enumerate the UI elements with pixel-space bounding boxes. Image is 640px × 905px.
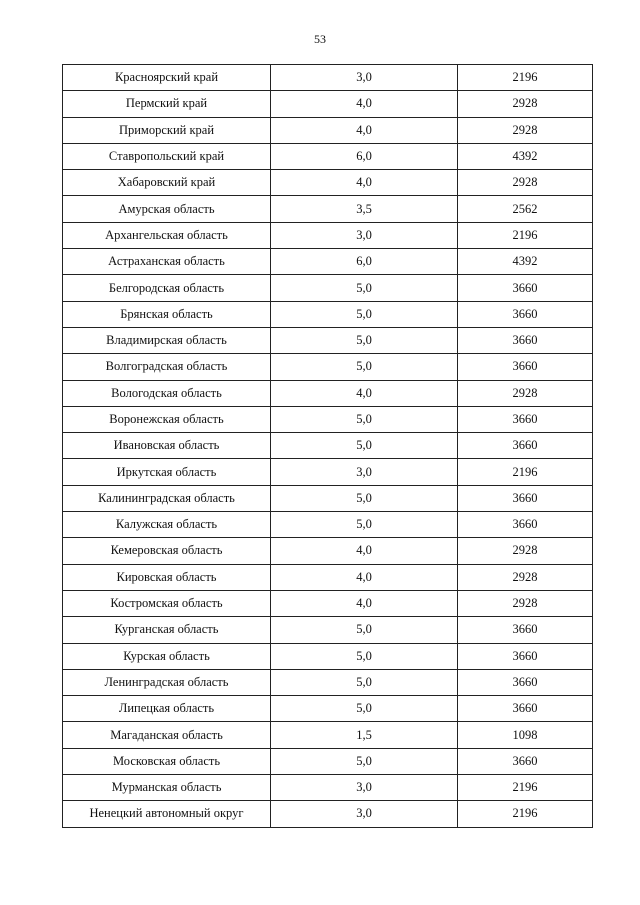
amount-cell: 2196 (458, 222, 593, 248)
region-cell: Ленинградская область (63, 669, 271, 695)
amount-cell: 3660 (458, 617, 593, 643)
amount-cell: 2928 (458, 380, 593, 406)
table-row (63, 617, 593, 643)
rate-cell: 3,0 (271, 222, 458, 248)
page-number: 53 (314, 32, 326, 46)
table-row (63, 222, 593, 248)
table-row (63, 801, 593, 827)
amount-cell: 3660 (458, 748, 593, 774)
region-cell: Курганская область (63, 617, 271, 643)
amount-cell: 2562 (458, 196, 593, 222)
rate-cell: 5,0 (271, 748, 458, 774)
region-cell: Ставропольский край (63, 143, 271, 169)
rate-cell: 5,0 (271, 354, 458, 380)
table-row (63, 748, 593, 774)
table-row (63, 722, 593, 748)
table-row (63, 143, 593, 169)
region-cell: Магаданская область (63, 722, 271, 748)
amount-cell: 3660 (458, 327, 593, 353)
region-cell: Кировская область (63, 564, 271, 590)
region-cell: Пермский край (63, 91, 271, 117)
region-cell: Владимирская область (63, 327, 271, 353)
region-cell: Костромская область (63, 590, 271, 616)
region-cell: Московская область (63, 748, 271, 774)
amount-cell: 3660 (458, 669, 593, 695)
rate-cell: 4,0 (271, 380, 458, 406)
amount-cell: 2928 (458, 590, 593, 616)
table-row (63, 669, 593, 695)
table-row (63, 538, 593, 564)
amount-cell: 3660 (458, 512, 593, 538)
rate-cell: 5,0 (271, 617, 458, 643)
table-row (63, 170, 593, 196)
table-row (63, 590, 593, 616)
rate-cell: 4,0 (271, 564, 458, 590)
table-row (63, 775, 593, 801)
rate-cell: 5,0 (271, 669, 458, 695)
table-row (63, 327, 593, 353)
amount-cell: 2196 (458, 65, 593, 91)
table-row (63, 485, 593, 511)
rate-cell: 5,0 (271, 406, 458, 432)
table-row (63, 249, 593, 275)
table-row (63, 275, 593, 301)
table-row (63, 301, 593, 327)
table-row (63, 433, 593, 459)
amount-cell: 2928 (458, 91, 593, 117)
table-row (63, 91, 593, 117)
rate-cell: 5,0 (271, 433, 458, 459)
table-row (63, 643, 593, 669)
table-row (63, 459, 593, 485)
rate-cell: 5,0 (271, 301, 458, 327)
amount-cell: 3660 (458, 696, 593, 722)
region-cell: Ивановская область (63, 433, 271, 459)
table-body (63, 65, 593, 828)
table-row (63, 354, 593, 380)
region-cell: Хабаровский край (63, 170, 271, 196)
amount-cell: 2928 (458, 117, 593, 143)
amount-cell: 3660 (458, 354, 593, 380)
region-cell: Красноярский край (63, 65, 271, 91)
table-row (63, 380, 593, 406)
amount-cell: 4392 (458, 249, 593, 275)
table-row (63, 512, 593, 538)
amount-cell: 3660 (458, 275, 593, 301)
amount-cell: 3660 (458, 643, 593, 669)
region-cell: Белгородская область (63, 275, 271, 301)
rate-cell: 4,0 (271, 538, 458, 564)
rate-cell: 5,0 (271, 275, 458, 301)
region-cell: Амурская область (63, 196, 271, 222)
rate-cell: 4,0 (271, 170, 458, 196)
amount-cell: 2928 (458, 564, 593, 590)
region-cell: Волгоградская область (63, 354, 271, 380)
region-cell: Приморский край (63, 117, 271, 143)
region-rates-table (62, 64, 593, 828)
amount-cell: 2196 (458, 459, 593, 485)
region-cell: Иркутская область (63, 459, 271, 485)
rate-cell: 5,0 (271, 643, 458, 669)
region-cell: Воронежская область (63, 406, 271, 432)
amount-cell: 4392 (458, 143, 593, 169)
amount-cell: 2928 (458, 170, 593, 196)
amount-cell: 2196 (458, 801, 593, 827)
region-cell: Брянская область (63, 301, 271, 327)
table-row (63, 406, 593, 432)
rate-cell: 4,0 (271, 590, 458, 616)
amount-cell: 3660 (458, 485, 593, 511)
region-cell: Ненецкий автономный округ (63, 801, 271, 827)
amount-cell: 3660 (458, 406, 593, 432)
region-cell: Астраханская область (63, 249, 271, 275)
rate-cell: 1,5 (271, 722, 458, 748)
amount-cell: 3660 (458, 301, 593, 327)
rate-cell: 3,0 (271, 775, 458, 801)
region-cell: Вологодская область (63, 380, 271, 406)
rate-cell: 3,5 (271, 196, 458, 222)
table-row (63, 196, 593, 222)
rate-cell: 3,0 (271, 65, 458, 91)
rate-cell: 5,0 (271, 512, 458, 538)
region-cell: Курская область (63, 643, 271, 669)
rate-cell: 4,0 (271, 91, 458, 117)
rate-cell: 3,0 (271, 801, 458, 827)
table-row (63, 65, 593, 91)
rate-cell: 3,0 (271, 459, 458, 485)
table-row (63, 696, 593, 722)
table-row (63, 117, 593, 143)
region-cell: Калининградская область (63, 485, 271, 511)
rate-cell: 4,0 (271, 117, 458, 143)
region-cell: Мурманская область (63, 775, 271, 801)
amount-cell: 3660 (458, 433, 593, 459)
rate-cell: 6,0 (271, 143, 458, 169)
region-cell: Архангельская область (63, 222, 271, 248)
region-cell: Калужская область (63, 512, 271, 538)
table-row (63, 564, 593, 590)
region-cell: Кемеровская область (63, 538, 271, 564)
rate-cell: 6,0 (271, 249, 458, 275)
region-cell: Липецкая область (63, 696, 271, 722)
rate-cell: 5,0 (271, 327, 458, 353)
amount-cell: 2928 (458, 538, 593, 564)
rate-cell: 5,0 (271, 696, 458, 722)
amount-cell: 2196 (458, 775, 593, 801)
rate-cell: 5,0 (271, 485, 458, 511)
amount-cell: 1098 (458, 722, 593, 748)
